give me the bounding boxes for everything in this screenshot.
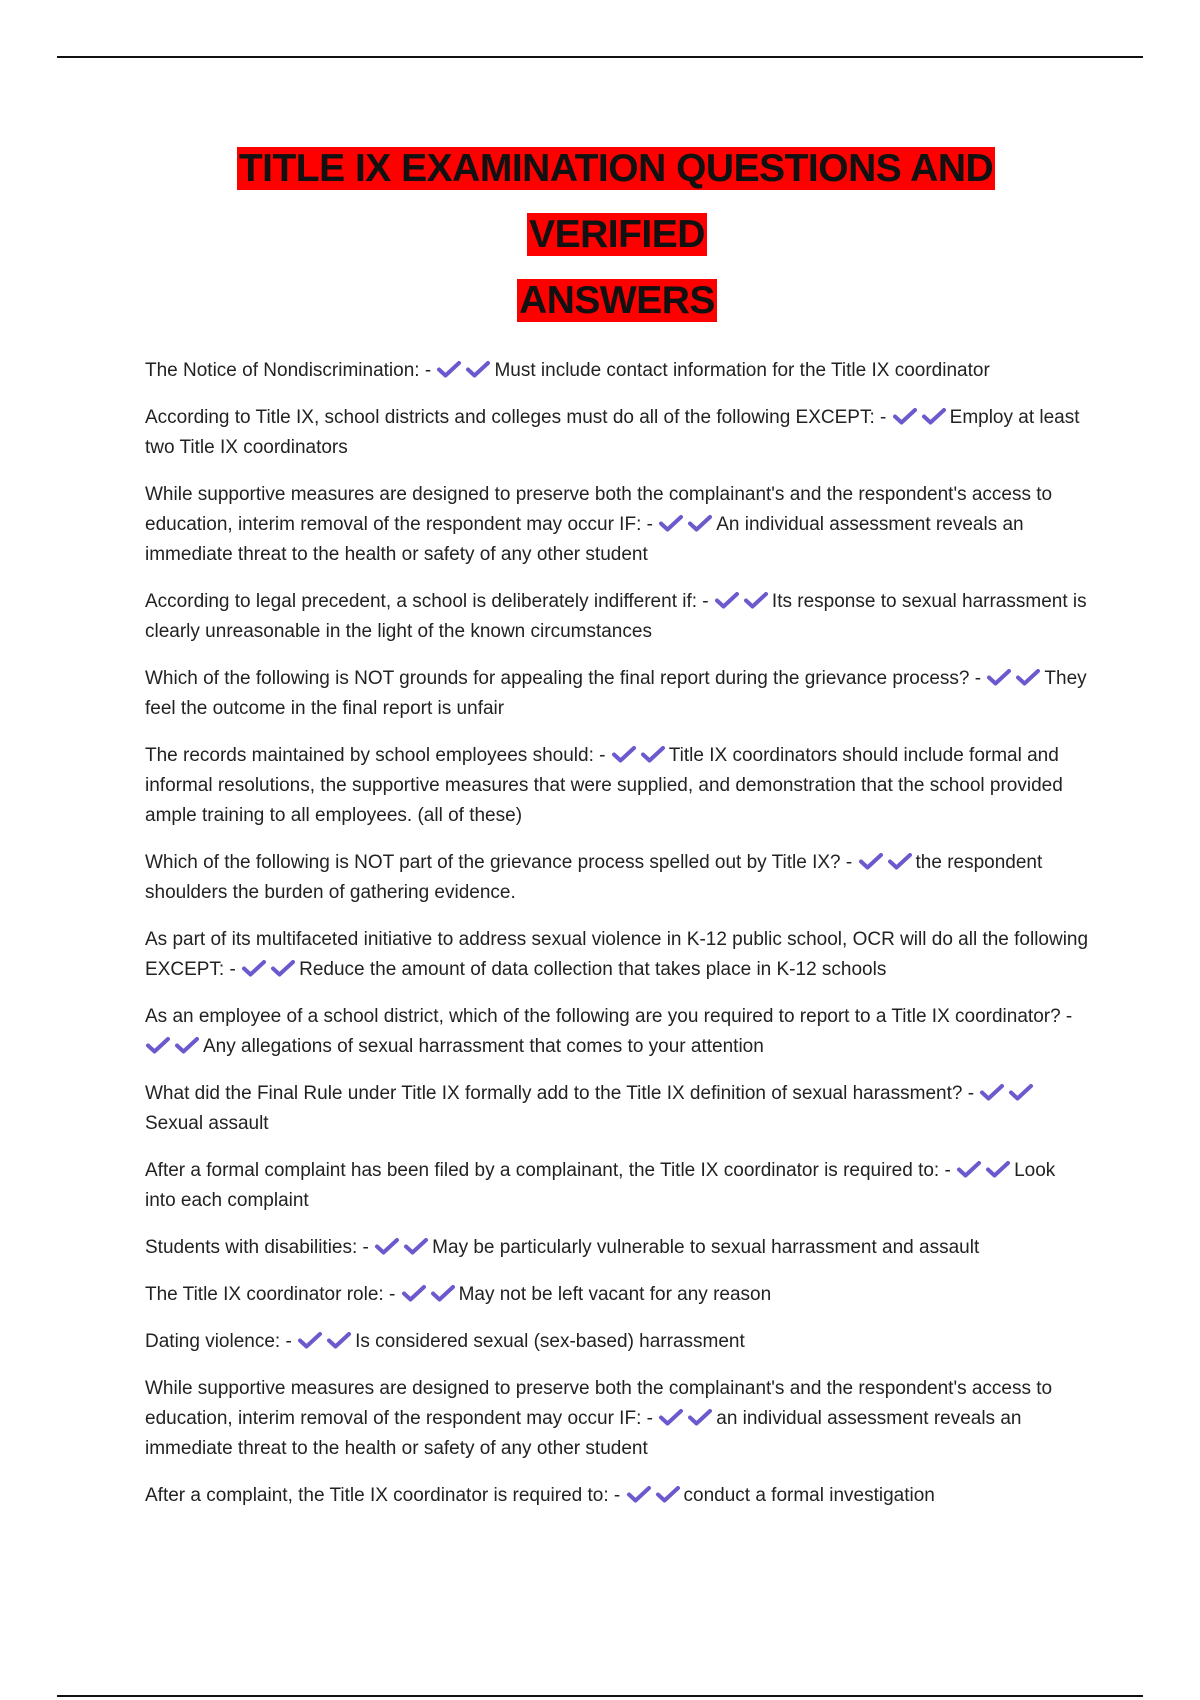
check-marks [436,360,494,381]
checkmark-icon [743,591,769,609]
checkmark-icon [626,1485,652,1503]
checkmark-icon [640,745,666,763]
checkmark-icon [979,1083,1005,1101]
answer-text: conduct a formal investigation [683,1485,935,1506]
checkmark-icon [858,852,884,870]
checkmark-icon [887,852,913,870]
question-separator: - [641,1408,659,1429]
qa-item [145,1156,1089,1216]
qa-item [145,480,1089,570]
question-separator: - [874,407,892,428]
check-marks [858,852,916,873]
question-text: After a formal complaint has been filed by a complainant, the Title IX coordinator is required to: [145,1160,940,1181]
question-text: As an employee of a school district, which of the following are you required to report to a Title IX coordinator? [145,1006,1061,1027]
checkmark-icon [986,668,1012,686]
question-separator: - [280,1331,298,1352]
qa-item [145,741,1089,831]
question-separator: - [1060,1006,1073,1027]
answer-text: Any allegations of sexual harrassment that comes to your attention [203,1036,764,1057]
check-marks [611,745,669,766]
question-separator: - [383,1284,401,1305]
question-separator: - [969,668,987,689]
question-separator: - [419,360,437,381]
checkmark-icon [714,591,740,609]
check-marks [658,514,716,535]
question-text: Which of the following is NOT grounds for appealing the final report during the grievance process? [145,668,970,689]
question-text: While supportive measures are designed to preserve both the complainant's and the respondent's access to education, interim removal of the respondent may occur IF: [145,1378,1053,1429]
question-text: Students with disabilities: [145,1237,358,1258]
answer-text: May not be left vacant for any reason [458,1284,772,1305]
question-separator: - [608,1485,626,1506]
question-separator: - [939,1160,957,1181]
check-marks [145,1036,203,1057]
check-marks [892,407,950,428]
question-text: The Title IX coordinator role: [145,1284,384,1305]
qa-item [145,1481,1089,1511]
checkmark-icon [892,407,918,425]
question-text: The records maintained by school employees should: [145,745,594,766]
qa-item [145,1233,1089,1263]
answer-text: An individual assessment reveals an immediate threat to the health or safety of any other student [145,514,1024,565]
answer-text: the respondent shoulders the burden of gathering evidence. [145,852,1043,903]
answer-text: They feel the outcome in the final report is unfair [145,668,1087,719]
answer-text: Must include contact information for the Title IX coordinator [494,360,990,381]
question-separator: - [357,1237,375,1258]
answer-text: Its response to sexual harrassment is clearly unreasonable in the light of the known circumstances [145,591,1087,642]
checkmark-icon [985,1160,1011,1178]
checkmark-icon [655,1485,681,1503]
check-marks [986,668,1044,689]
question-text: The Notice of Nondiscrimination: [145,360,420,381]
question-text: After a complaint, the Title IX coordinator is required to: [145,1485,609,1506]
question-separator: - [224,959,242,980]
answer-text: Title IX coordinators should include formal and informal resolutions, the supportive measures that were supplied, and demonstration that the school provided ample training to all employees. (all of these) [145,745,1063,826]
checkmark-icon [326,1331,352,1349]
document-title [145,140,1089,338]
checkmark-icon [658,514,684,532]
check-marks [401,1284,459,1305]
checkmark-icon [403,1237,429,1255]
question-separator: - [593,745,611,766]
question-text: While supportive measures are designed to preserve both the complainant's and the respondent's access to education, interim removal of the respondent may occur IF: [145,484,1053,535]
check-marks [658,1408,716,1429]
question-separator: - [840,852,858,873]
qa-item [145,1374,1089,1464]
check-marks [956,1160,1014,1181]
question-text: Dating violence: [145,1331,281,1352]
check-marks [374,1237,432,1258]
qa-item [145,1280,1089,1310]
question-text: As part of its multifaceted initiative to address sexual violence in K-12 public school, OCR will do all the following EXCEPT: [145,929,1089,980]
checkmark-icon [465,360,491,378]
qa-item [145,848,1089,908]
checkmark-icon [956,1160,982,1178]
checkmark-icon [145,1036,171,1054]
qa-list [145,356,1089,1511]
check-marks [979,1083,1037,1104]
qa-item [145,403,1089,463]
checkmark-icon [436,360,462,378]
title-line-2: ANSWERS [519,279,715,322]
answer-text: Reduce the amount of data collection that takes place in K-12 schools [299,959,887,980]
qa-item [145,1079,1089,1139]
check-marks [714,591,772,612]
answer-text: May be particularly vulnerable to sexual harrassment and assault [432,1237,980,1258]
qa-item [145,587,1089,647]
checkmark-icon [374,1237,400,1255]
bottom-rule [57,1695,1143,1697]
checkmark-icon [687,514,713,532]
checkmark-icon [658,1408,684,1426]
question-separator: - [641,514,659,535]
checkmark-icon [430,1284,456,1302]
question-text: According to legal precedent, a school is deliberately indifferent if: [145,591,698,612]
question-separator: - [962,1083,980,1104]
checkmark-icon [270,959,296,977]
checkmark-icon [687,1408,713,1426]
question-text: What did the Final Rule under Title IX formally add to the Title IX definition of sexual harassment? [145,1083,963,1104]
check-marks [297,1331,355,1352]
checkmark-icon [921,407,947,425]
qa-item [145,925,1089,985]
checkmark-icon [401,1284,427,1302]
checkmark-icon [1015,668,1041,686]
qa-item [145,1002,1089,1062]
title-line-1: TITLE IX EXAMINATION QUESTIONS AND VERIFIED [238,147,994,256]
question-separator: - [697,591,714,612]
checkmark-icon [174,1036,200,1054]
checkmark-icon [611,745,637,763]
answer-text: Sexual assault [145,1113,269,1134]
question-text: According to Title IX, school districts and colleges must do all of the following EXCEPT: [145,407,875,428]
question-text: Which of the following is NOT part of the grievance process spelled out by Title IX? [145,852,841,873]
document-page [145,140,1089,1528]
check-marks [626,1485,684,1506]
answer-text: Look into each complaint [145,1160,1056,1211]
answer-text: Employ at least two Title IX coordinators [145,407,1080,458]
qa-item [145,356,1089,386]
qa-item [145,1327,1089,1357]
top-rule [57,56,1143,58]
checkmark-icon [1008,1083,1034,1101]
checkmark-icon [297,1331,323,1349]
check-marks [241,959,299,980]
checkmark-icon [241,959,267,977]
answer-text: an individual assessment reveals an immediate threat to the health or safety of any other student [145,1408,1022,1459]
answer-text: Is considered sexual (sex-based) harrassment [355,1331,745,1352]
qa-item [145,664,1089,724]
